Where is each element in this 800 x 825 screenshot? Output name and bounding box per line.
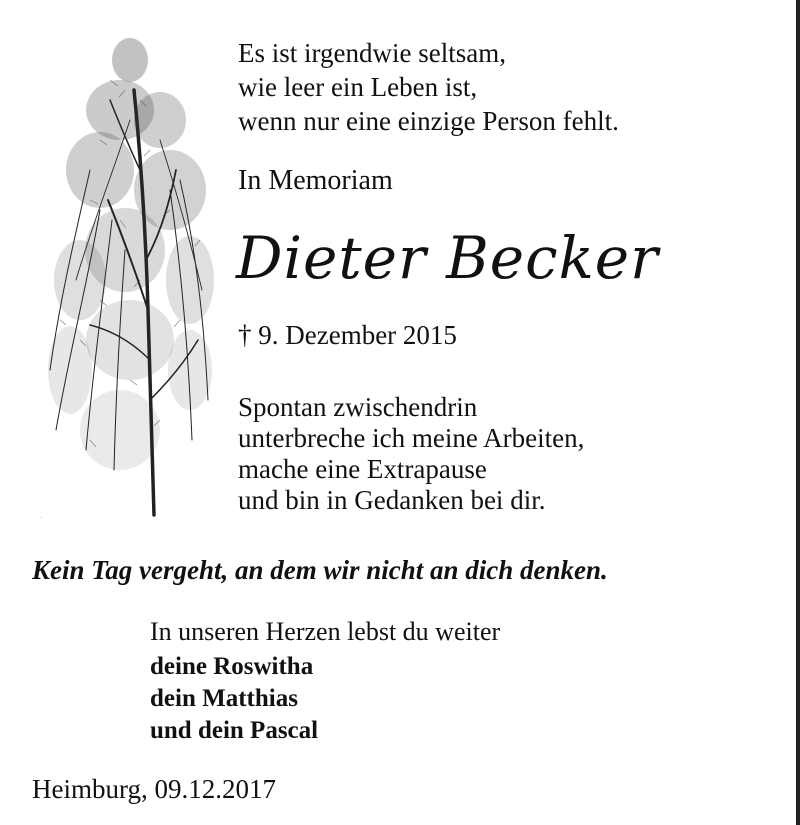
death-date: † 9. Dezember 2015	[238, 320, 457, 350]
verse-top-line: Es ist irgendwie seltsam,	[238, 38, 506, 68]
verse-bottom-line: und bin in Gedanken bei dir.	[238, 485, 546, 515]
verse-top-line: wenn nur eine einzige Person fehlt.	[238, 106, 619, 136]
motto: Kein Tag vergeht, an dem wir nicht an dich denken.	[32, 555, 608, 585]
place-date: Heimburg, 09.12.2017	[32, 774, 276, 804]
verse-top	[238, 36, 619, 138]
verse-bottom-line: Spontan zwischendrin	[238, 392, 478, 422]
verse-bottom-line: mache eine Extrapause	[238, 454, 487, 484]
signers	[150, 651, 318, 747]
signer: dein Matthias	[150, 685, 298, 712]
verse-bottom	[238, 392, 584, 516]
signer: deine Roswitha	[150, 653, 314, 680]
hearts-line: In unseren Herzen lebst du weiter	[150, 617, 501, 646]
svg-text:·: ·	[40, 515, 42, 522]
verse-bottom-line: unterbreche ich meine Arbeiten,	[238, 423, 585, 453]
verse-top-line: wie leer ein Leben ist,	[238, 72, 478, 102]
in-memoriam-heading: In Memoriam	[238, 165, 393, 196]
tree-sketch-icon	[30, 20, 220, 530]
deceased-name: Dieter Becker	[236, 224, 659, 292]
signer: und dein Pascal	[150, 717, 319, 744]
